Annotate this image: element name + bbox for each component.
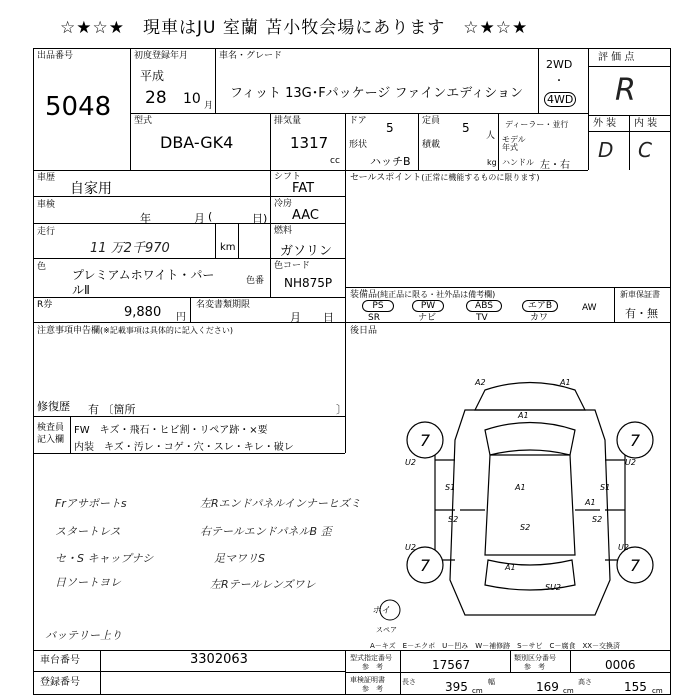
inspection-day: 日) (252, 212, 268, 225)
hand-note-1: Frアサポートs (55, 497, 127, 510)
width-value: 169 (536, 680, 559, 694)
equip-airbag: エアB (522, 300, 558, 312)
mileage-label: 走行 (37, 227, 56, 237)
length-unit: cm (472, 687, 483, 695)
fuel-label: 燃料 (274, 226, 293, 236)
repair-value: 有 〔箇所 (88, 403, 136, 416)
chassis-label: 型式 (134, 116, 153, 126)
spare-mark: ホイ (372, 606, 391, 616)
warranty-value: 有・無 (625, 307, 658, 320)
spare-label: スペア (376, 626, 397, 634)
equip-sr: SR (368, 313, 380, 323)
wheel-fr: 7 (629, 431, 641, 450)
mark-a1-3: A1 (585, 498, 596, 507)
equip-ps: PS (362, 300, 394, 312)
mark-a1-4: A1 (560, 378, 571, 387)
wheel-rl: 7 (419, 556, 431, 575)
load-unit: kg (487, 158, 497, 167)
doors-value: 5 (386, 121, 394, 135)
mark-a2: A2 (475, 378, 486, 387)
hand-note-7: 右テールエンドパネルB 歪 (200, 525, 332, 538)
type-cert-sub: 参 考 (362, 663, 383, 671)
inspection-label: 車検 (37, 200, 56, 210)
hand-note-2: スタートレス (55, 525, 121, 538)
history-label: 車歴 (37, 173, 56, 183)
dims-sub: 参 考 (362, 685, 383, 693)
dealer-label: ディーラー・並行 (505, 120, 569, 129)
handle-label: ハンドル (502, 158, 534, 167)
doc-deadline-day: 日 (323, 311, 334, 324)
color-code-label: 色コード (274, 261, 311, 271)
class-no-sub: 参 考 (524, 663, 545, 671)
mark-a1-5: A1 (505, 563, 516, 572)
inspection-day-open: ( (208, 210, 213, 223)
grade-label: 評 価 点 (598, 52, 635, 63)
lot-label: 出品番号 (37, 51, 74, 61)
warranty-label: 新車保証書 (620, 290, 660, 299)
width-label: 幅 (488, 678, 495, 686)
mark-u2-1: U2 (405, 458, 416, 467)
wheel-rr: 7 (629, 556, 641, 575)
hand-note-6: 左Rエンドパネルインナーヒズミ (200, 497, 361, 510)
color-label: 色 (37, 262, 47, 272)
length-label: 長さ (402, 678, 416, 686)
hand-note-3: セ・S キャップナシ (55, 552, 154, 565)
repair-label: 修復歴 (37, 400, 70, 413)
aircon-label: 冷房 (274, 199, 293, 209)
mark-s2-3: S2 (520, 523, 531, 532)
type-cert-label: 型式指定番号 (350, 654, 392, 662)
mark-u2-2: U2 (625, 458, 636, 467)
shift-value: FAT (292, 181, 315, 196)
grade-value: R (615, 73, 636, 108)
load-label: 積載 (422, 140, 441, 150)
hand-note-9: 左Rテールレンズワレ (210, 578, 316, 591)
displacement-unit: cc (330, 156, 340, 166)
color-code-value: NH875P (284, 276, 333, 290)
interior-rating: C (638, 138, 652, 162)
page-title: ☆★☆★ 現車はJU 室蘭 苫小牧会場にあります ☆★☆★ (60, 18, 529, 38)
mark-s1-1: S1 (445, 483, 456, 492)
hand-note-5: バッテリー上り (45, 629, 122, 642)
equip-navi: ナビ (418, 313, 437, 323)
wheel-fl: 7 (419, 431, 431, 450)
handle-value: 左・右 (540, 160, 570, 171)
first-reg-month: 10 (183, 91, 201, 107)
equipment-label: 装備品(純正品に限る・社外品は備考欄) (350, 290, 496, 300)
equip-aw: AW (582, 303, 597, 313)
dims-label: 車検証明書 (350, 676, 385, 684)
length-value: 395 (445, 680, 468, 694)
capacity-unit: 人 (486, 131, 496, 141)
drive-2wd: 2WD (546, 58, 573, 71)
history-value: 自家用 (70, 181, 112, 197)
displacement-value: 1317 (290, 134, 329, 152)
inspection-month: 月 (194, 212, 205, 225)
drive-dot: ・ (554, 76, 564, 87)
shift-label: シフト (274, 172, 302, 182)
equip-tv: TV (476, 313, 488, 323)
checker-label-2: 記入欄 (37, 435, 65, 445)
interior-label: 内 装 (634, 118, 658, 129)
recycle-value: 9,880 (124, 305, 162, 320)
hand-note-8: 足マワリS (214, 552, 265, 565)
drive-4wd: 4WD (544, 92, 576, 107)
doors-label: ドア (349, 116, 367, 126)
recycle-unit: 円 (176, 312, 186, 323)
damage-legend: A－キズ E－エクボ U－凹み W－補修跡 S－サビ C－腐食 XX－交換済 (370, 642, 621, 650)
model-year-label: モデル 年式 (502, 135, 526, 152)
first-reg-era: 平成 (140, 69, 165, 83)
remarks-label: 後日品 (350, 326, 378, 336)
capacity-label: 定員 (422, 116, 441, 126)
height-label: 高さ (578, 678, 592, 686)
model-name-label: 車名・グレード (219, 51, 283, 61)
class-no-value: 0006 (605, 658, 636, 672)
frame-label: 車台番号 (40, 655, 80, 666)
exterior-rating: D (598, 138, 614, 162)
model-name-value: フィット 13G･Fパッケージ ファインエディション (230, 86, 523, 101)
lot-number: 5048 (45, 92, 112, 122)
frame-value: 3302063 (190, 652, 248, 667)
mark-u2-3: U2 (405, 543, 416, 552)
fuel-value: ガソリン (280, 244, 333, 259)
damage-diagram (372, 370, 670, 650)
selling-point-label: セールスポイント(正常に機能するものに限ります) (350, 173, 540, 183)
repair-close: 〕 (336, 403, 347, 416)
class-no-label: 類別区分番号 (514, 654, 556, 662)
displacement-label: 排気量 (274, 116, 302, 126)
notes-label: 注意事項申告欄(※記載事項は具体的に記入ください) (37, 326, 233, 336)
capacity-value: 5 (462, 121, 470, 135)
checker-label-1: 検査員 (37, 423, 65, 433)
mark-u2-4: U2 (618, 543, 629, 552)
checker-row-2: 内装 キズ・汚レ・コゲ・穴・スレ・キレ・破レ (74, 442, 294, 453)
mark-a1-1: A1 (518, 411, 529, 420)
shape-label: 形状 (349, 140, 368, 150)
mileage-unit: km (220, 242, 236, 253)
shape-value: ハッチB (370, 155, 411, 168)
reg-no-label: 登録番号 (40, 677, 80, 688)
height-value: 155 (624, 680, 647, 694)
hand-note-4: 日ソートヨレ (55, 576, 121, 589)
color-number-label: 色番 (246, 276, 265, 286)
recycle-label: R券 (37, 300, 53, 310)
inspection-year: 年 (140, 212, 151, 225)
exterior-label: 外 装 (593, 118, 617, 129)
equip-leather: カワ (530, 313, 549, 323)
doc-deadline-month: 月 (290, 311, 301, 324)
doc-deadline-label: 名変書類期限 (196, 300, 251, 310)
first-reg-year: 28 (145, 88, 167, 108)
first-reg-label: 初度登録年月 (134, 51, 189, 61)
mark-s2-2: S2 (592, 515, 603, 524)
color-value-2: ルⅡ (72, 283, 90, 297)
aircon-value: AAC (292, 208, 319, 223)
chassis-value: DBA-GK4 (160, 133, 234, 152)
mileage-value: 11 万2千970 (90, 241, 170, 256)
mark-su2: SU2 (545, 583, 562, 592)
width-unit: cm (563, 687, 574, 695)
equip-abs: ABS (466, 300, 502, 312)
first-reg-month-unit: 月 (204, 101, 214, 111)
checker-row-1: FW キズ・飛石・ヒビ割・リペア跡・×要 (74, 425, 268, 436)
mark-a1-2: A1 (515, 483, 526, 492)
mark-s1-2: S1 (600, 483, 611, 492)
type-cert-value: 17567 (432, 658, 471, 672)
mark-s2-1: S2 (448, 515, 459, 524)
height-unit: cm (652, 687, 663, 695)
color-value-1: プレミアムホワイト・パー (72, 268, 215, 282)
equip-pw: PW (412, 300, 444, 312)
